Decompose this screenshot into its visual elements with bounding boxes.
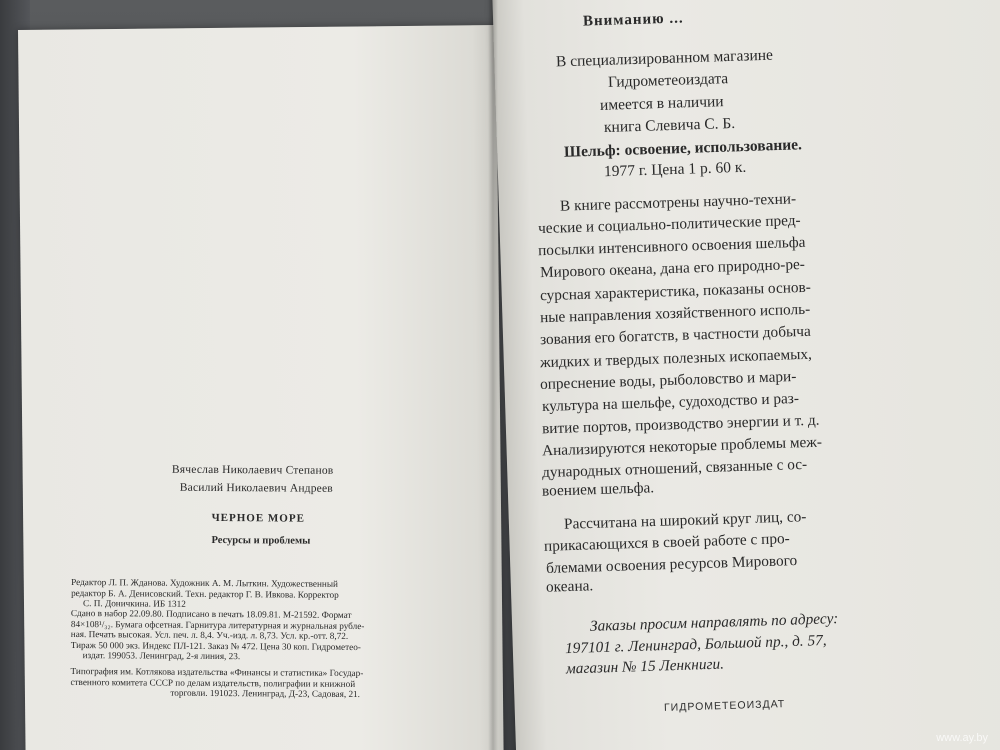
notice-line: имеется в наличии [599, 93, 724, 114]
description-line: зования его богатств, в частности добыча [539, 322, 811, 349]
typography-line: торговли. 191023. Ленинград, Д-23, Садовая, 21. [170, 687, 361, 700]
audience-line: прикасающихся в своей работе с про- [543, 530, 790, 555]
credits-line: редактор Б. А. Денисовский. Техн. редактор Г. В. Ивкова. Корректор [71, 587, 339, 600]
print-info-line: ная. Печать высокая. Усл. печ. л. 8,4. Уч.-изд. л. 8,73. Усл. кр.-отт. 8,72. [70, 629, 349, 642]
notice-line: Гидрометеоиздата [607, 70, 729, 91]
description-line: Анализируются некоторые проблемы меж- [541, 433, 823, 460]
print-info-line: издат. 199053. Ленинград, 2-я линия, 23. [82, 650, 241, 662]
description-line: воением шельфа. [541, 479, 655, 500]
description-line: опреснение воды, рыболовство и мари- [539, 367, 797, 394]
book-subtitle: Ресурсы и проблемы [211, 534, 311, 547]
audience-line: Рассчитана на широкий круг лиц, со- [563, 508, 807, 533]
orders-line: Заказы просим направлять по адресу: [589, 610, 839, 635]
print-info-line: Сдано в набор 22.09.80. Подписано в печать 18.09.81. М-21592. Формат [70, 607, 352, 620]
audience-line: блемами освоения ресурсов Мирового [545, 552, 798, 577]
author-1: Вячеслав Николаевич Степанов [171, 463, 334, 477]
notice-line: книга Слевича С. Б. [603, 114, 736, 137]
book-title: ЧЕРНОЕ МОРЕ [211, 511, 305, 525]
print-info-line: 84×108¹/₃₂. Бумага офсетная. Гарнитура литературная и журнальная рубле- [70, 618, 365, 631]
advertised-book-price: 1977 г. Цена 1 р. 60 к. [603, 158, 747, 181]
description-line: ные направления хозяйственного исполь- [539, 300, 811, 327]
credits-line: Редактор Л. П. Жданова. Художник А. М. Лыткин. Художественный [71, 576, 338, 589]
description-line: Мирового океана, дана его природно-ре- [539, 255, 806, 282]
description-line: В книге рассмотрены научно-техни- [559, 190, 797, 215]
description-line: жидких и твердых полезных ископаемых, [539, 345, 813, 372]
description-line: витие портов, производство энергии и т. д. [541, 411, 820, 438]
description-line: посылки интенсивного освоения шельфа [537, 233, 806, 260]
typography-line: Типография им. Котлякова издательства «Финансы и статистика» Государ- [70, 665, 364, 679]
advertised-book-title: Шельф: освоение, использование. [563, 136, 803, 161]
typography-line: ственного комитета СССР по делам издательств, полиграфии и книжной [70, 676, 356, 689]
print-info-line: Тираж 50 000 экз. Индекс ПЛ-121. Заказ № 472. Цена 30 коп. Гидрометео- [70, 639, 361, 652]
audience-line: океана. [545, 577, 594, 596]
credits-line: С. П. Доничкина. ИБ 1312 [82, 598, 186, 609]
watermark: www.ay.by [936, 732, 988, 744]
notice-line: В специализированном магазине [555, 46, 774, 71]
description-line: сурсная характеристика, показаны основ- [539, 278, 812, 305]
author-2: Василий Николаевич Андреев [179, 481, 333, 495]
description-line: культура на шельфе, судоходство и раз- [541, 389, 800, 416]
orders-line: 197101 г. Ленинград, Большой пр., д. 57, [564, 631, 827, 658]
publisher-name: ГИДРОМЕТЕОИЗДАТ [663, 698, 786, 714]
notice-heading: Вниманию ... [582, 10, 684, 30]
description-line: ческие и социально-политические пред- [537, 211, 801, 238]
orders-line: магазин № 15 Ленкниги. [565, 655, 725, 678]
description-line: дународных отношений, связанные с ос- [541, 455, 808, 482]
